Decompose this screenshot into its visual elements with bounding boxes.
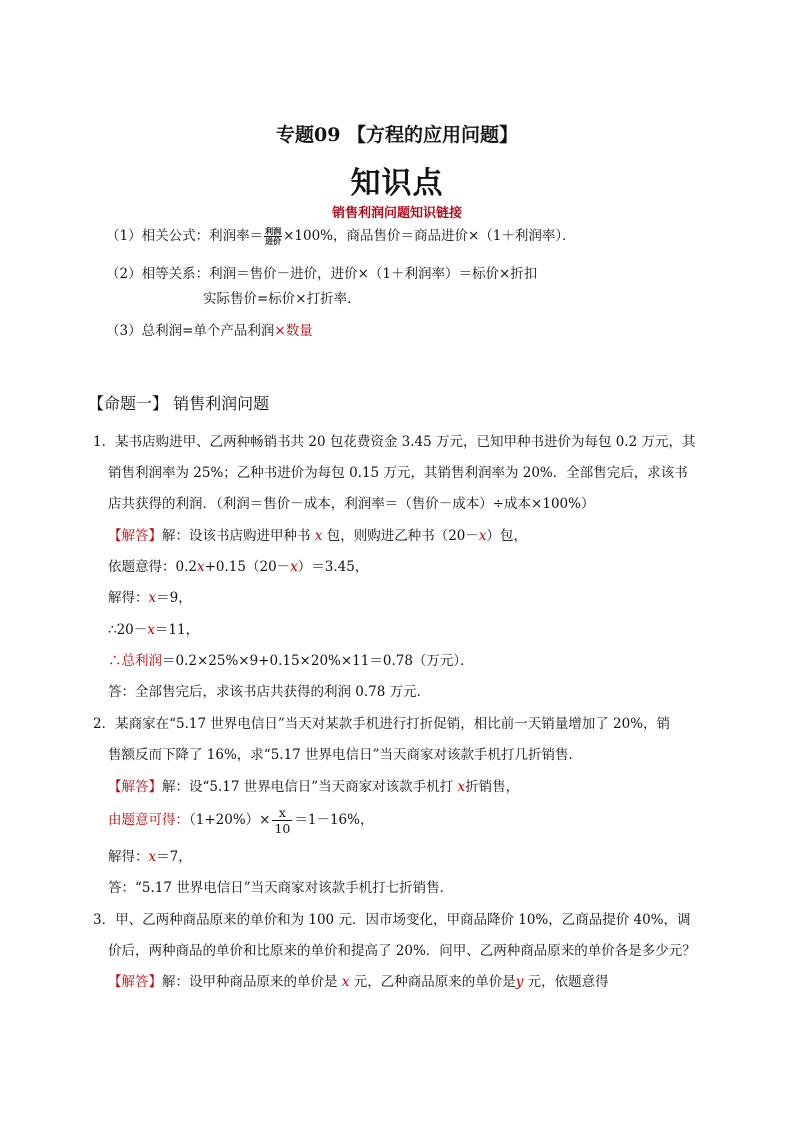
knowledge-item-2-line-1: （2）相等关系：利润＝售价－进价，进价×（1＋利润率）＝标价×折扣	[106, 266, 538, 282]
q1-a4-text: ∴20－	[108, 622, 148, 638]
q3-a1-text: 解：设甲种商品原来的单价是	[162, 974, 342, 990]
q1-line-3: 店共获得的利润．（利润＝售价－成本，利润率＝（售价－成本）÷成本×100%）	[108, 496, 595, 512]
x-over-10-fraction	[272, 805, 292, 836]
q2-a2-red: 由题意可得：	[108, 812, 189, 828]
answer-tag: 【解答】	[108, 974, 162, 990]
q1-a1-text: 包，则购进乙种书（20－	[322, 528, 479, 544]
var-x: x	[478, 528, 487, 544]
q1-answer-line-5	[108, 647, 474, 676]
fraction-numerator: 利润	[265, 226, 282, 236]
var-x: x	[147, 622, 155, 638]
var-x: x	[457, 779, 466, 795]
q2-a1-text: 解：设“5.17 世界电信日”当天商家对该款手机打	[162, 779, 458, 795]
q1-a3-text: 解得：	[108, 590, 149, 606]
q2-answer-line-2	[108, 803, 373, 837]
q1-answer-line-3	[108, 584, 192, 613]
q1-answer-final: 答：全部售完后，求该书店共获得的利润 0.78 万元．	[108, 684, 431, 700]
q1-a2-text: 依题意得：0.2	[108, 559, 197, 575]
q1-a2-text: ）＝3.45，	[297, 559, 369, 575]
q1-a2-text: +0.15（20－	[204, 559, 291, 575]
q1-a5-red: ∴总利润	[108, 653, 162, 669]
q2-answer-line-3	[108, 843, 192, 872]
q2-a2-text: （1+20%）×	[189, 812, 271, 828]
document-title: 专题09 【方程的应用问题】	[275, 124, 519, 146]
q2-a3-text: ＝7，	[156, 849, 192, 865]
q3-a1-text: 元，依题意得	[523, 974, 609, 990]
k1-prefix: （1）相关公式：利润率＝	[106, 228, 264, 244]
fraction-denominator: 10	[274, 821, 291, 836]
profit-rate-fraction	[264, 227, 282, 246]
q1-a4-text: ＝11，	[154, 622, 200, 638]
knowledge-subtitle: 销售利润问题知识链接	[331, 206, 462, 221]
q3-a1-text: 元，乙种商品原来的单价是	[349, 974, 516, 990]
q2-answer-final: 答：“5.17 世界电信日”当天商家对该款手机打七折销售．	[108, 880, 454, 896]
var-x: x	[148, 590, 157, 606]
fraction-numerator: x	[272, 805, 292, 821]
q2-answer-line-1	[108, 773, 519, 802]
q1-answer-line-4	[108, 616, 199, 645]
q2-line-1: 2．某商家在“5.17 世界电信日”当天对某款手机进行打折促销，相比前一天销量增加了 20%，销	[93, 716, 671, 732]
section-heading: 【命题一】 销售利润问题	[88, 394, 270, 413]
q2-a1-text: 折销售，	[465, 779, 520, 795]
q1-answer-line-1	[108, 522, 527, 551]
var-y: y	[515, 974, 524, 990]
q1-a1-text: ）包，	[486, 528, 528, 544]
q2-a3-text: 解得：	[108, 849, 149, 865]
fraction-denominator: 进价	[265, 236, 282, 246]
var-x: x	[341, 974, 350, 990]
knowledge-heading: 知识点	[350, 166, 444, 201]
var-x: x	[196, 559, 205, 575]
var-x: x	[148, 849, 157, 865]
q3-line-1: 3．甲、乙两种商品原来的单价和为 100 元．因市场变化，甲商品降价 10%，乙商品提价 40%，调	[93, 912, 691, 928]
q1-a5-text: ＝0.2×25%×9+0.15×20%×11＝0.78（万元）．	[162, 653, 474, 669]
q1-line-1: 1．某书店购进甲、乙两种畅销书共 20 包花费资金 3.45 万元，已知甲种书进价为每包 0.2 万元，其	[93, 434, 696, 450]
q2-a2-text: ＝1－16%，	[294, 812, 374, 828]
q2-line-2: 售额反而下降了 16%，求“5.17 世界电信日”当天商家对该款手机打几折销售．	[108, 747, 582, 763]
var-x: x	[314, 528, 323, 544]
k1-suffix: ×100%，商品售价＝商品进价×（1＋利润率）．	[283, 228, 576, 244]
q1-answer-line-2	[108, 553, 368, 582]
var-x: x	[290, 559, 298, 575]
knowledge-item-1	[106, 224, 576, 246]
knowledge-item-2-line-2: 实际售价=标价×打折率.	[203, 291, 352, 307]
q1-line-2: 销售利润率为 25%；乙种书进价为每包 0.15 万元，其销售利润率为 20%．全部售完后，求该书	[108, 465, 688, 481]
k3-text: （3）总利润=单个产品利润	[106, 323, 275, 339]
q3-line-2: 价后，两种商品的单价和比原来的单价和提高了 20%．问甲、乙两种商品原来的单价各是多少元？	[108, 943, 696, 959]
q3-answer-line-1	[108, 968, 609, 997]
q1-a1-text: 解：设该书店购进甲种书	[162, 528, 315, 544]
q1-a3-text: ＝9，	[156, 590, 192, 606]
k3-red-text: ×数量	[274, 323, 313, 339]
answer-tag: 【解答】	[108, 528, 162, 544]
knowledge-item-3	[106, 319, 313, 339]
answer-tag: 【解答】	[108, 779, 162, 795]
